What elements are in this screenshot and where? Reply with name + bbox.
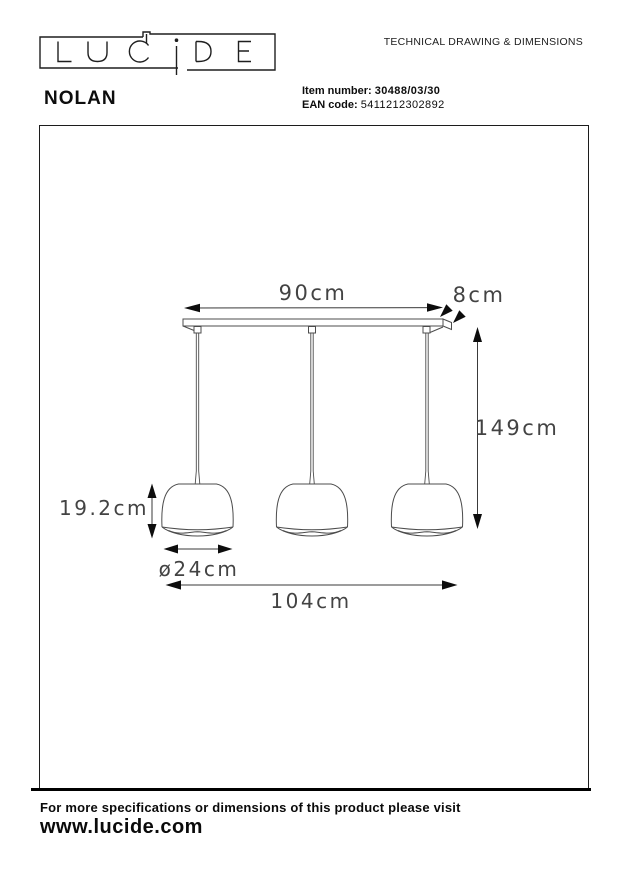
lamp-shade [391, 484, 462, 536]
footer-note: For more specifications or dimensions of this product please visit [40, 800, 461, 815]
dim-label-bar-length: 90cm [278, 281, 348, 305]
arrowhead-depth-icon [440, 304, 453, 317]
arrowhead-right-icon [442, 580, 458, 589]
arrowhead-depth-icon [453, 310, 466, 323]
item-number-value: 30488/03/30 [374, 85, 441, 97]
product-name: NOLAN [44, 88, 117, 109]
dim-label-drop-height: 149cm [474, 416, 560, 440]
lamp-shade [276, 484, 347, 536]
cord-connector [309, 327, 316, 334]
suspension-cords [195, 333, 429, 484]
arrowhead-left-icon [184, 304, 200, 312]
arrowhead-right-icon [427, 303, 443, 311]
footer-website-url: www.lucide.com [40, 816, 203, 838]
dim-label-shade-height: 19.2cm [58, 496, 150, 520]
item-number-label: Item number: [302, 85, 372, 97]
dim-label-shade-diameter: ø24cm [158, 557, 240, 581]
arrowhead-up-icon [473, 327, 482, 342]
arrowhead-left-icon [164, 545, 179, 554]
arrowhead-down-icon [148, 524, 157, 539]
cord-connector [423, 327, 430, 334]
arrowhead-down-icon [473, 514, 482, 529]
cord-connector [194, 327, 201, 334]
dim-label-bar-depth: 8cm [452, 283, 506, 307]
footer-divider [31, 788, 591, 791]
arrowhead-right-icon [218, 545, 233, 554]
lamp-shade [162, 484, 233, 536]
lamp-shades [162, 484, 463, 536]
dimension-lines [152, 308, 478, 585]
dimension-arrowheads [148, 303, 483, 589]
ean-label: EAN code: [302, 99, 358, 111]
ceiling-bar [183, 319, 452, 333]
ean-value: 5411212302892 [360, 99, 445, 111]
dim-label-total-width: 104cm [270, 589, 352, 613]
arrowhead-left-icon [166, 580, 182, 589]
doc-type-title: TECHNICAL DRAWING & DIMENSIONS [383, 36, 583, 48]
